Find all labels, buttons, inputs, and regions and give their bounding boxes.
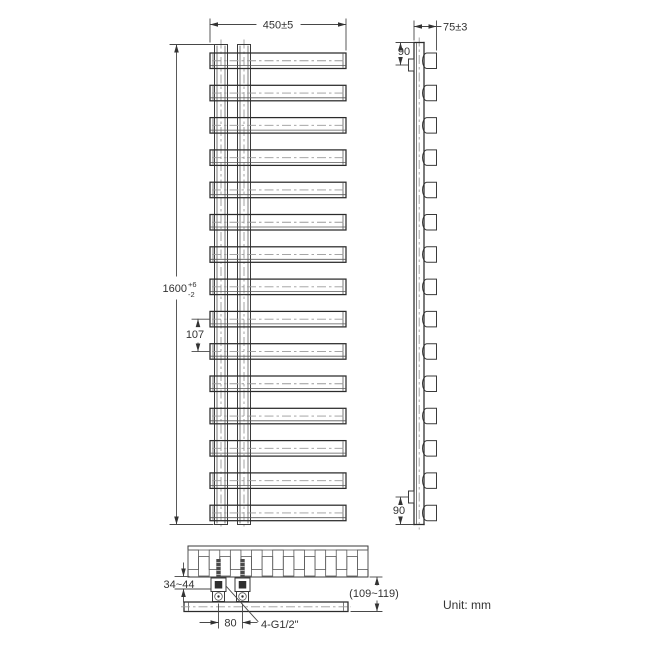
dim-height-tol-plus: +6 [188,280,197,289]
towel-bar [210,150,346,166]
towel-bar [210,182,346,198]
dim-bar-pitch-label: 107 [185,329,205,341]
dim-thread-label: 4-G1/2" [261,619,299,631]
towel-bar [210,344,346,360]
dimension-arrow [375,604,380,612]
towel-bar [210,441,346,457]
towel-bar [210,473,346,489]
dimension-arrow [210,22,218,27]
dimension-arrow [398,57,403,65]
wall-bracket-top [409,59,415,71]
towel-bar [210,85,346,101]
dimension-arrow [196,343,201,351]
wall-bracket-bottom [409,491,415,503]
valve-assembly [211,559,226,602]
dim-valve-spacing-label: 80 [224,617,237,630]
unit-note-label: Unit: mm [443,598,491,612]
dimension-depth [414,21,467,50]
towel-bar [210,376,346,392]
towel-bar [210,118,346,134]
dimension-arrow [398,517,403,525]
wall-section [188,546,368,577]
side-view [393,21,468,530]
unit-note [443,598,491,612]
dim-width-label: 450±5 [262,19,294,32]
dim-height-label: 1600 [162,283,187,295]
bottom-view [164,546,399,631]
dim-bracket-top-label: 90 [397,46,411,58]
dimension-wall-to-front [349,577,399,612]
towel-bar [210,53,346,69]
dimension-arrow [375,577,380,585]
dimension-bar-pitch [186,319,210,351]
towel-bar [210,505,346,521]
dimension-arrow [429,24,437,29]
towel-bar [210,279,346,295]
union-port-center [217,595,219,597]
dimension-arrow [181,569,186,577]
dim-height-tol-minus: -2 [188,290,195,299]
dim-wall-to-front-label: (109~119) [349,588,399,600]
dimension-arrow [243,620,251,625]
union-port-center [241,595,243,597]
dimension-arrow [338,22,346,27]
dimension-arrow [174,45,179,53]
dimension-arrow [174,517,179,525]
towel-bar [210,311,346,327]
dimension-wall-to-valve [164,563,210,602]
dimension-arrow [196,319,201,327]
towel-bar [210,408,346,424]
dimension-arrow [414,24,422,29]
dimension-width [210,19,346,50]
dimension-arrow [211,620,219,625]
dim-depth-label: 75±3 [443,21,468,34]
towel-bar [210,247,346,262]
front-view [163,19,346,530]
valve-assembly [235,559,250,602]
towel-bar [210,215,346,231]
dimension-arrow [398,497,403,505]
dim-bracket-bottom-label: 90 [392,505,406,517]
dimension-height [163,45,214,525]
front-bar-plan [181,602,351,612]
dim-wall-to-valve-label: 34~44 [163,579,195,591]
